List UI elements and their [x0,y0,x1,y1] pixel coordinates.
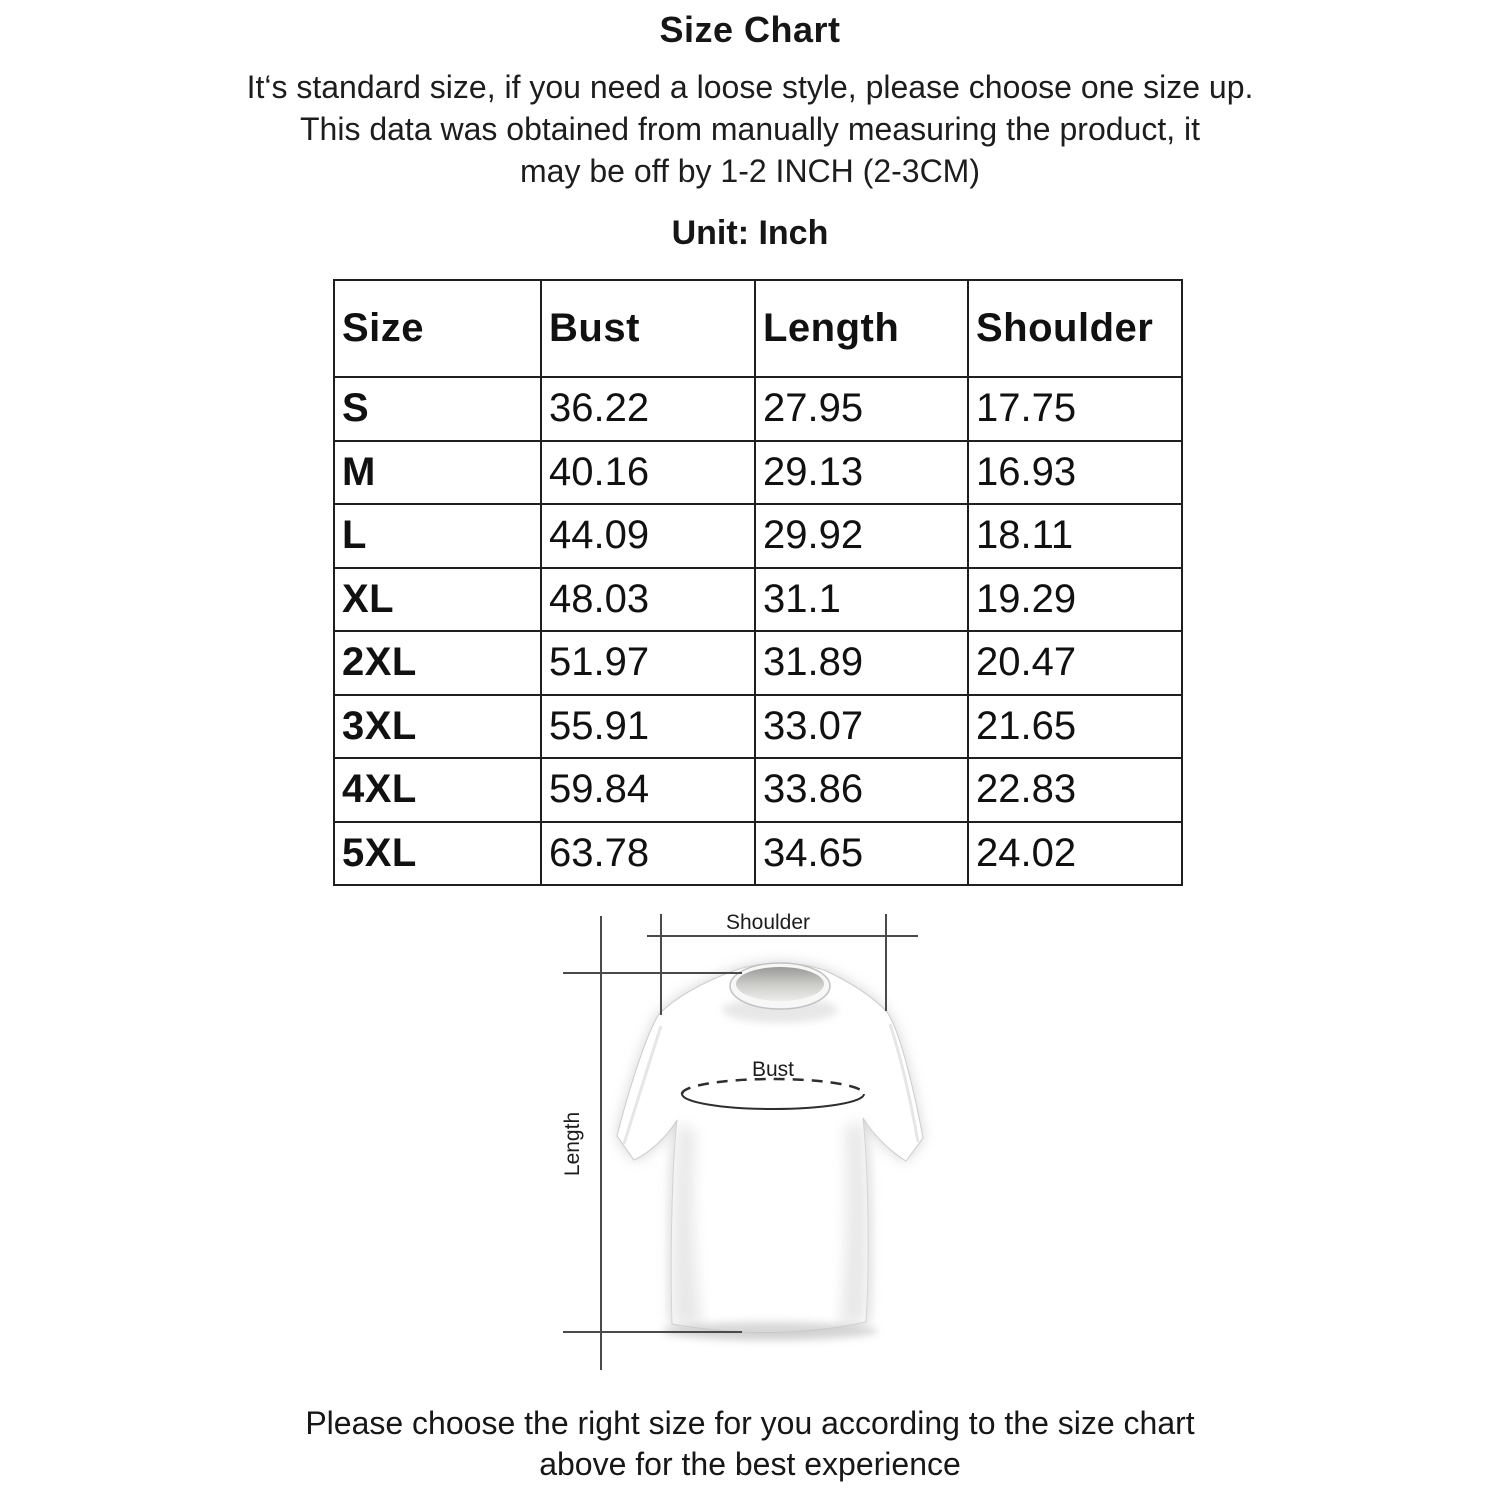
shoulder-label: Shoulder [725,911,811,934]
cell-length: 31.1 [755,568,968,632]
cell-length: 33.86 [755,758,968,822]
cell-bust: 48.03 [541,568,755,632]
cell-size: XL [334,568,541,632]
table-row [334,758,1182,822]
cell-shoulder: 20.47 [968,631,1182,695]
collar-opening [736,967,824,1001]
cell-bust: 63.78 [541,822,755,886]
col-header-shoulder: Shoulder [968,280,1182,377]
tshirt-illustration [560,898,990,1380]
size-table [333,279,1183,886]
cell-shoulder: 21.65 [968,695,1182,759]
cell-length: 29.13 [755,441,968,505]
cell-size: 2XL [334,631,541,695]
cell-shoulder: 18.11 [968,504,1182,568]
table-row [334,631,1182,695]
cell-length: 29.92 [755,504,968,568]
table-header-row [334,280,1182,377]
size-note-line-1: It‘s standard size, if you need a loose style, please choose one size up. [246,69,1254,105]
col-header-length: Length [755,280,968,377]
cell-bust: 55.91 [541,695,755,759]
cell-shoulder: 24.02 [968,822,1182,886]
cell-shoulder: 19.29 [968,568,1182,632]
table-row [334,695,1182,759]
cell-length: 31.89 [755,631,968,695]
size-note-line-2: This data was obtained from manually measuring the product, it [299,111,1200,147]
cell-size: 4XL [334,758,541,822]
cell-bust: 44.09 [541,504,755,568]
footer-line-2: above for the best experience [539,1446,961,1482]
cell-bust: 36.22 [541,377,755,441]
cell-bust: 59.84 [541,758,755,822]
table-row [334,822,1182,886]
bust-label: Bust [751,1058,795,1081]
col-header-size: Size [334,280,541,377]
cell-length: 33.07 [755,695,968,759]
cell-shoulder: 17.75 [968,377,1182,441]
cell-size: 3XL [334,695,541,759]
cell-length: 27.95 [755,377,968,441]
cell-shoulder: 22.83 [968,758,1182,822]
cell-bust: 51.97 [541,631,755,695]
length-label: Length [561,1111,584,1177]
footer-line-1: Please choose the right size for you according to the size chart [305,1405,1195,1441]
size-note [0,66,1500,192]
table-row [334,568,1182,632]
unit-label: Unit: Inch [671,214,829,252]
cell-size: 5XL [334,822,541,886]
cell-size: S [334,377,541,441]
table-row [334,441,1182,505]
cell-shoulder: 16.93 [968,441,1182,505]
cell-length: 34.65 [755,822,968,886]
table-row [334,377,1182,441]
cell-size: L [334,504,541,568]
size-note-line-3: may be off by 1-2 INCH (2-3CM) [520,153,980,189]
footer-note [0,1403,1500,1485]
measurement-diagram [560,898,990,1380]
col-header-bust: Bust [541,280,755,377]
page-title: Size Chart [659,9,841,50]
cell-bust: 40.16 [541,441,755,505]
cell-size: M [334,441,541,505]
table-row [334,504,1182,568]
